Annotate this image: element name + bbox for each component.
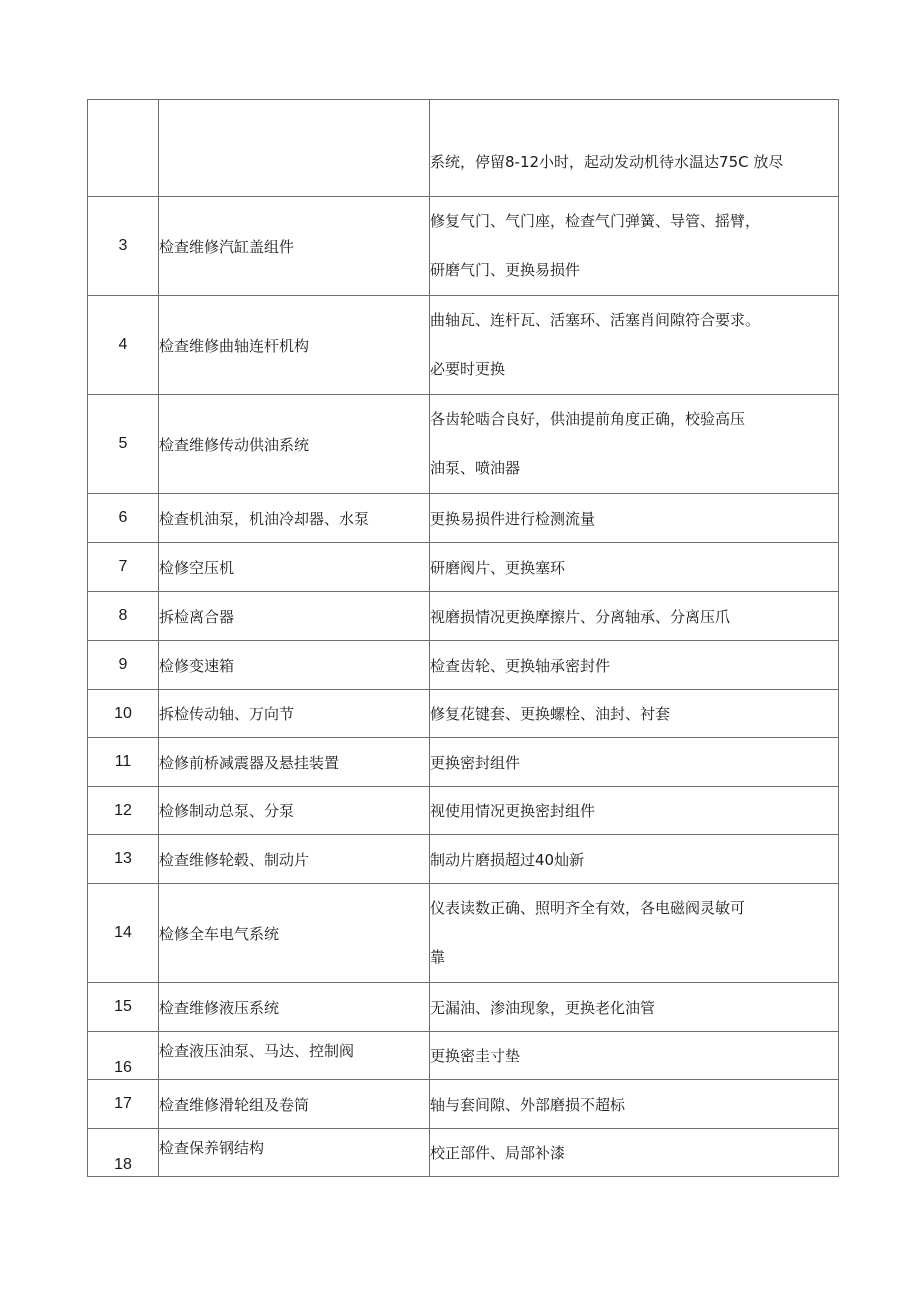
- table-row: [88, 690, 839, 738]
- row-requirement: [430, 738, 839, 787]
- row-item: 检查维修曲轴连杆机构: [159, 296, 430, 395]
- row-requirement: [430, 494, 839, 543]
- row-requirement: [430, 787, 839, 835]
- table-row: [88, 835, 839, 884]
- row-item: 检修全车电气系统: [159, 884, 430, 983]
- row-item: 检修变速箱: [159, 641, 430, 690]
- requirement-line: 靠: [430, 948, 446, 966]
- requirement-line: 制动片磨损超过40灿新: [430, 850, 585, 869]
- row-requirement: [430, 835, 839, 884]
- requirement-line: 视使用情况更换密封组件: [430, 802, 596, 820]
- row-item: [159, 100, 430, 197]
- table-row: [88, 738, 839, 787]
- row-number: 14: [88, 884, 159, 983]
- row-number: 5: [88, 395, 159, 494]
- row-requirement: [430, 641, 839, 690]
- row-number: 16: [88, 1032, 159, 1080]
- row-number: [88, 100, 159, 197]
- requirement-line: 修复气门、气门座，检查气门弹簧、导管、摇臂，: [430, 212, 761, 230]
- row-requirement: [430, 296, 839, 395]
- row-number: 12: [88, 787, 159, 835]
- table-row: [88, 197, 839, 296]
- row-item: 拆检传动轴、万向节: [159, 690, 430, 738]
- requirement-line: 无漏油、渗油现象，更换老化油管: [430, 998, 656, 1017]
- table-row: [88, 641, 839, 690]
- row-number: 13: [88, 835, 159, 884]
- row-number: 8: [88, 592, 159, 641]
- row-item: 检查维修液压系统: [159, 983, 430, 1032]
- row-item: 检查维修传动供油系统: [159, 395, 430, 494]
- table-row: [88, 494, 839, 543]
- requirement-line: 视磨损情况更换摩擦片、分离轴承、分离压爪: [430, 607, 731, 626]
- table-row: [88, 1032, 839, 1080]
- requirement-line: 研磨阀片、更换塞环: [430, 558, 566, 577]
- row-item: 检查维修汽缸盖组件: [159, 197, 430, 296]
- row-number: 9: [88, 641, 159, 690]
- row-number: 17: [88, 1080, 159, 1129]
- table-row: [88, 884, 839, 983]
- table-row: [88, 543, 839, 592]
- row-item: 检查机油泵，机油冷却器、水泵: [159, 494, 430, 543]
- row-requirement: [430, 1080, 839, 1129]
- table-row: [88, 592, 839, 641]
- requirement-line: 必要时更换: [430, 360, 506, 378]
- requirement-line: 修复花键套、更换螺栓、油封、衬套: [430, 705, 671, 723]
- row-requirement: [430, 983, 839, 1032]
- row-item: 检修空压机: [159, 543, 430, 592]
- requirement-line: 油泵、喷油器: [430, 459, 521, 477]
- requirement-line: 系统，停留8-12小时，起动发动机待水温达75C 放尽: [430, 153, 784, 171]
- table-row: [88, 1129, 839, 1177]
- row-number: 4: [88, 296, 159, 395]
- row-requirement: [430, 197, 839, 296]
- requirement-line: 曲轴瓦、连杆瓦、活塞环、活塞肖间隙符合要求。: [430, 311, 761, 329]
- row-requirement: [430, 592, 839, 641]
- row-item: 检查维修滑轮组及卷筒: [159, 1080, 430, 1129]
- requirement-line: 更换易损件进行检测流量: [430, 509, 596, 528]
- requirement-line: 检查齿轮、更换轴承密封件: [430, 656, 611, 675]
- table-row: [88, 296, 839, 395]
- row-item: 检查保养钢结构: [159, 1129, 430, 1177]
- maintenance-table: [87, 99, 839, 1177]
- requirement-line: 各齿轮啮合良好，供油提前角度正确，校验高压: [430, 410, 746, 428]
- row-number: 15: [88, 983, 159, 1032]
- row-item: 检修制动总泵、分泵: [159, 787, 430, 835]
- table-row: [88, 983, 839, 1032]
- row-item: 检查维修轮毂、制动片: [159, 835, 430, 884]
- table-row: [88, 395, 839, 494]
- row-number: 10: [88, 690, 159, 738]
- row-number: 7: [88, 543, 159, 592]
- row-number: 18: [88, 1129, 159, 1177]
- row-requirement: [430, 543, 839, 592]
- row-requirement: [430, 1129, 839, 1177]
- row-requirement: [430, 884, 839, 983]
- requirement-line: 更换密封组件: [430, 753, 521, 772]
- row-item: 检修前桥减震器及悬挂装置: [159, 738, 430, 787]
- row-number: 3: [88, 197, 159, 296]
- requirement-line: 仪表读数正确、照明齐全有效，各电磁阀灵敏可: [430, 899, 746, 917]
- requirement-line: 更换密圭寸垫: [430, 1047, 521, 1065]
- requirement-line: 轴与套间隙、外部磨损不超标: [430, 1095, 626, 1114]
- table-row: [88, 1080, 839, 1129]
- row-requirement: [430, 395, 839, 494]
- row-requirement: [430, 1032, 839, 1080]
- row-number: 6: [88, 494, 159, 543]
- row-number: 11: [88, 738, 159, 787]
- row-item: 拆检离合器: [159, 592, 430, 641]
- requirement-line: 研磨气门、更换易损件: [430, 261, 581, 279]
- requirement-line: 校正部件、局部补漆: [430, 1144, 566, 1162]
- row-requirement: [430, 690, 839, 738]
- row-requirement: [430, 100, 839, 197]
- table-row: [88, 787, 839, 835]
- table-row: [88, 100, 839, 197]
- row-item: 检查液压油泵、马达、控制阀: [159, 1032, 430, 1080]
